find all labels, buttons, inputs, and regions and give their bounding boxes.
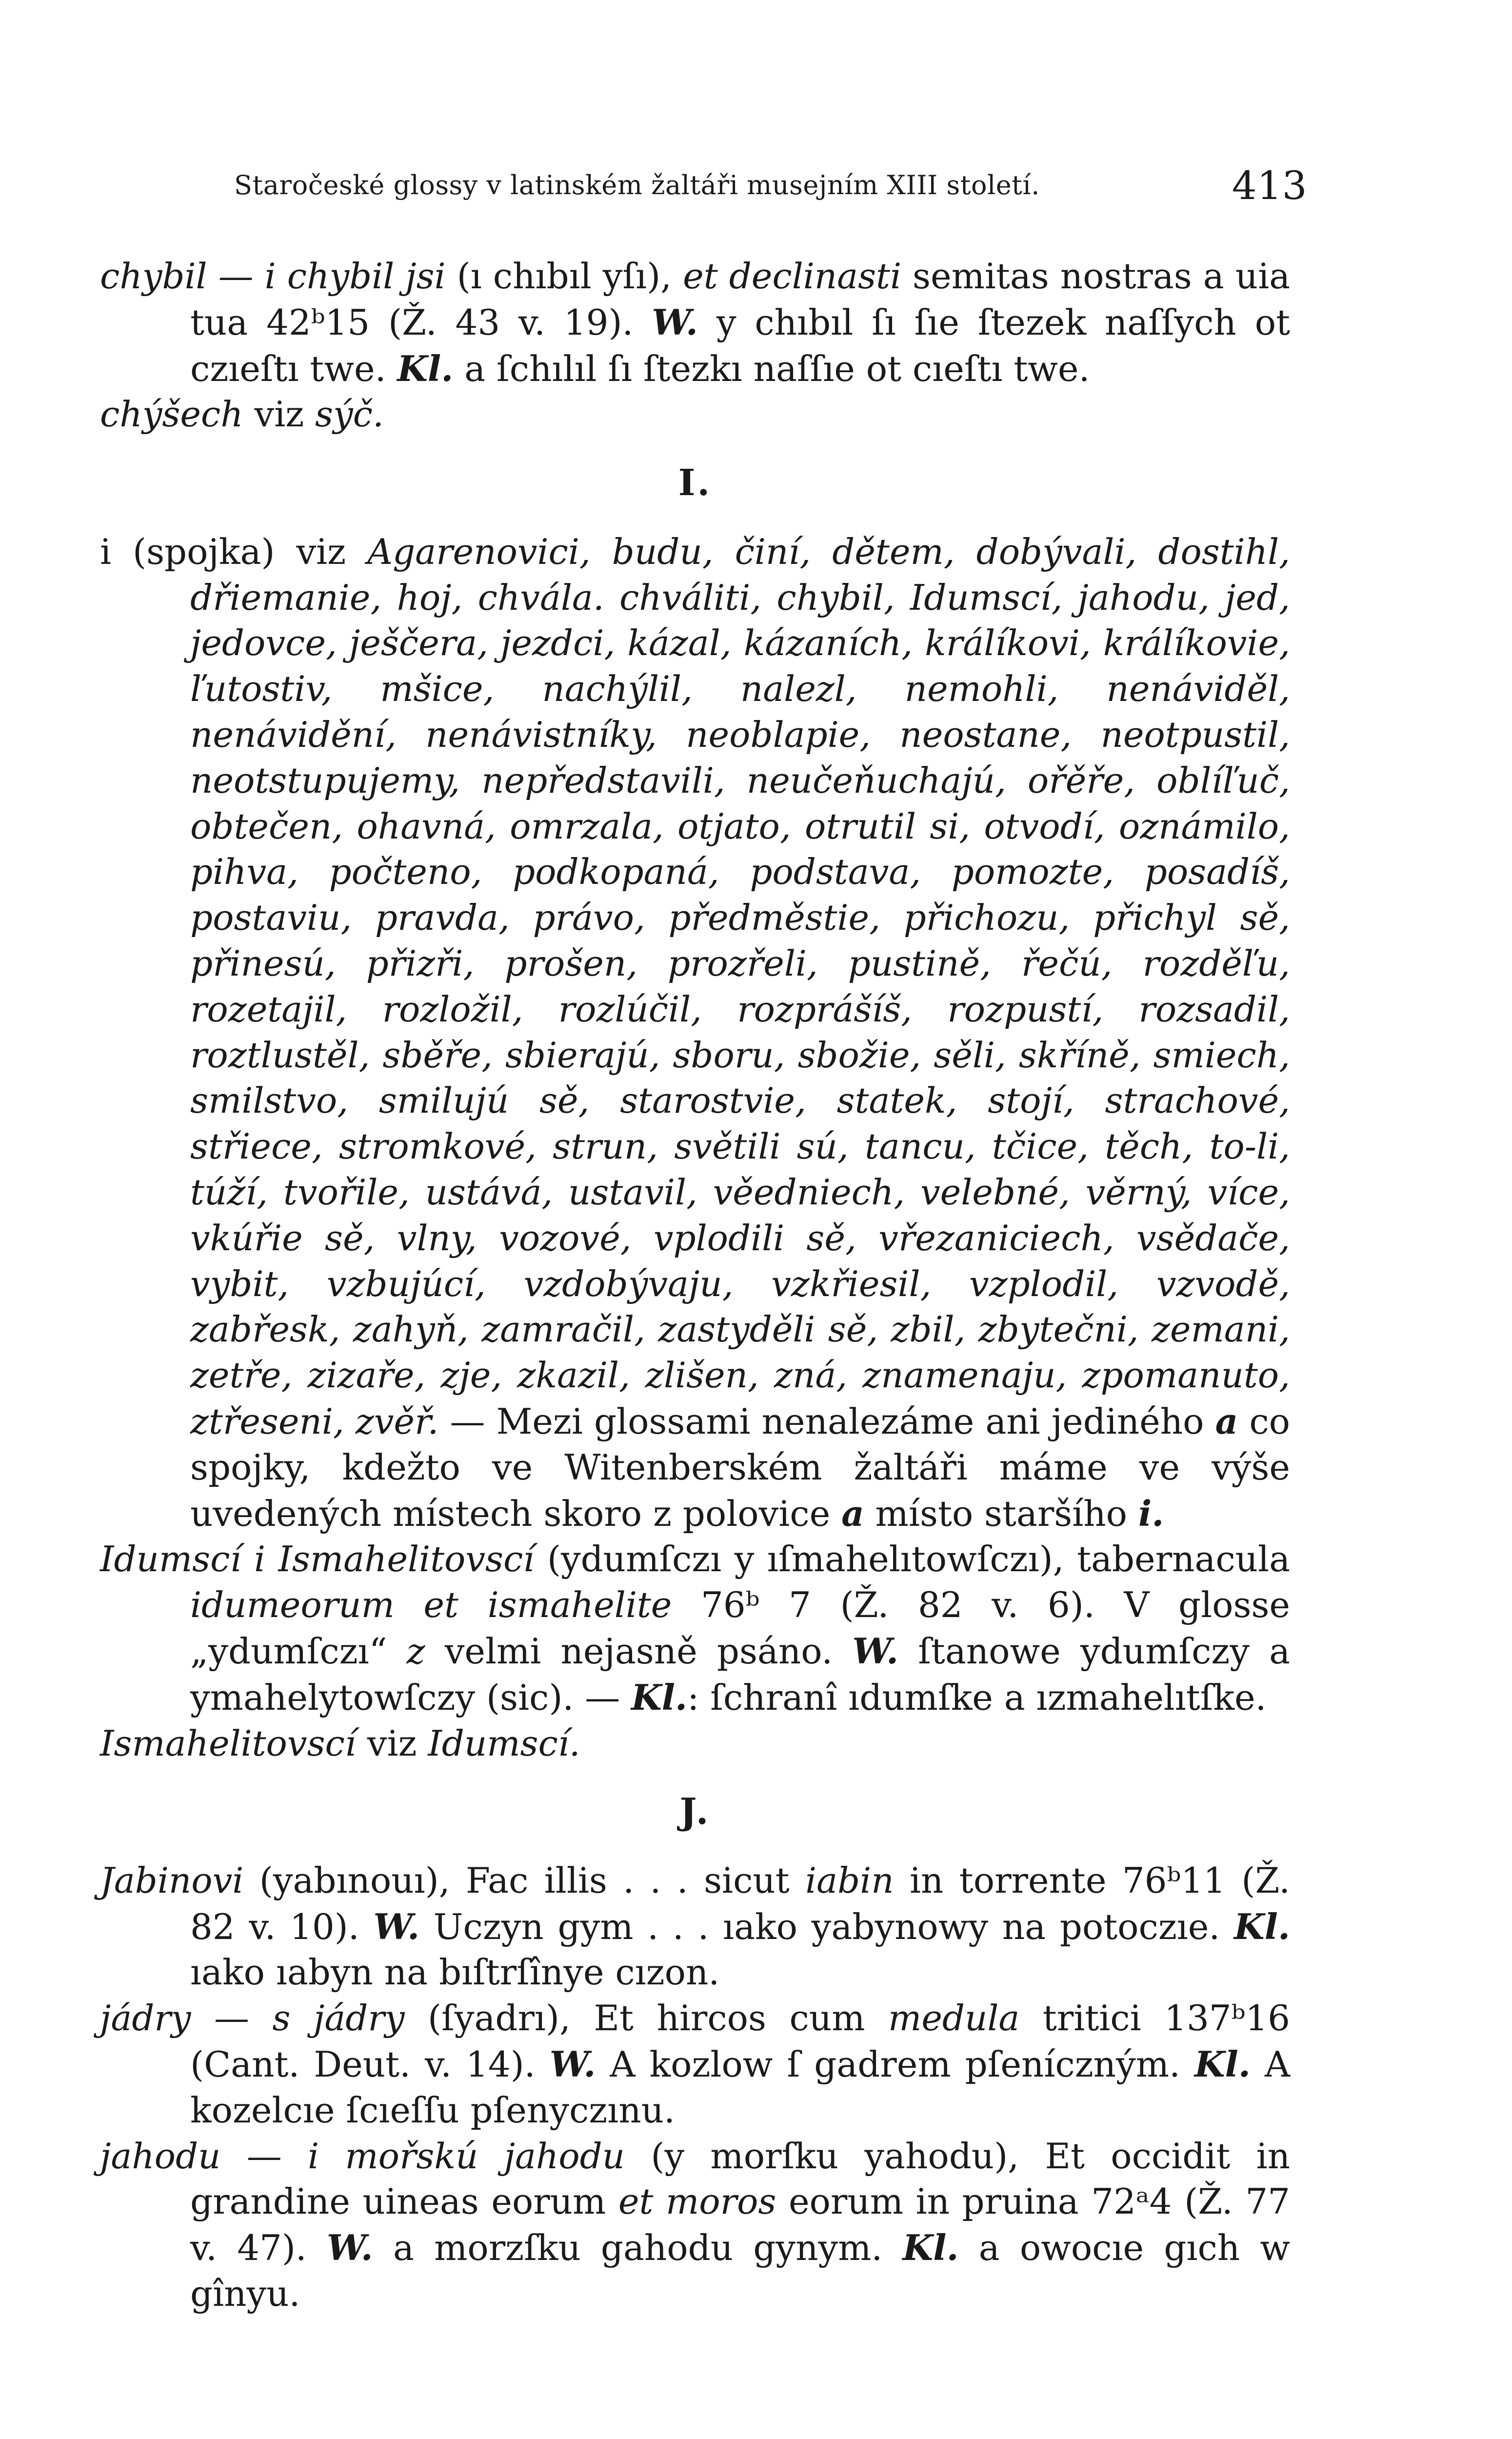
source-abbreviation: W. <box>852 1630 899 1672</box>
italic-text: et moros <box>618 2181 776 2222</box>
italic-text: Agarenovici, budu, činí, dětem, dobývali, dostihl, dřiemanie, hoj, chvála. chváliti, chybil, Idumscí, jahodu, jed, jedovce, ješčera, jezdci, kázal, kázaních, králíkovi, králíkovie, ľutostiv, mšice, nachýlil, nalezl, nemohli, nenáviděl, nenávidění, nenávistníky, neoblapie, neostane, neotpustil, neotstupujemy, nepředstavili, neučeňuchajú, ořěře, oblíľuč, obtečen, ohavná, omrzala, otjato, otrutil si, otvodí, oznámilo, pihva, počteno, podkopaná, podstava, pomozte, posadíš, postaviu, pravda, právo, předměstie, přichozu, přichyl sě, přinesú, přizři, prošen, prozřeli, pustině, řečú, rozděľu, rozetajil, rozložil, rozlúčil, rozprášíš, rozpustí, rozsadil, roztlustěl, sběře, sbierajú, sboru, sbožie, sěli, skříně, smiech, smilstvo, smilujú sě, starostvie, statek, stojí, strachové, střiece, stromkové, strun, světili sú, tancu, tčice, těch, to-li, túží, tvořile, ustává, ustavil, věedniech, velebné, věrný, více, vkúřie sě, vlny, vozové, vplodili sě, vřezaniciech, vsědače, vybit, vzbujúcí, vzdobývaju, vzkřiesil, vzplodil, vzvodě, zabřesk, zahyň, zamračil, zastyděli sě, zbil, zbytečni, zemani, zetře, zizaře, zje, zkazil, zlišen, zná, znamenaju, zpomanuto, ztřeseni, zvěř. <box>190 531 1290 1442</box>
entry-text: a morzſku gahodu gynym. <box>373 2227 903 2269</box>
source-abbreviation: Kl. <box>397 347 454 389</box>
entry-text: in torrente 76ᵇ11 (Ž. 82 v. 10). <box>190 1859 1291 1947</box>
dictionary-entry-jahodu <box>100 2134 1290 2317</box>
source-abbreviation: W. <box>327 2227 373 2269</box>
text-column <box>100 254 1290 2317</box>
source-abbreviation: W. <box>549 2043 596 2085</box>
entry-text: A kozelcıe ſcıeſſu pſenyczınu. <box>190 2044 1291 2131</box>
dictionary-entry-chysech <box>100 392 1290 438</box>
entry-text: a ſchılıl ſı ſtezkı naſſıe ot cıeſtı twe. <box>453 348 1090 389</box>
running-head <box>234 161 1307 208</box>
italic-text: iabin <box>805 1859 894 1901</box>
entry-headword: Jabinovi <box>100 1859 244 1901</box>
entry-text: Uczyn gym . . . ıako yabynowy na potoczıe. <box>419 1906 1234 1947</box>
entry-text: : ſchranî ıdumſke a ızmahelıtſke. <box>687 1677 1267 1718</box>
entry-text: co spojky, kdežto ve Witenberském žaltáři máme ve výše uvedených místech skoro z polovice <box>190 1400 1290 1534</box>
entry-text: velmi nejasně psáno. <box>425 1630 853 1672</box>
italic-text: medula <box>888 1998 1020 2039</box>
dictionary-entry-i-spojka <box>100 529 1290 1537</box>
dictionary-entry-jadry <box>100 1996 1290 2133</box>
entry-text: a owocıe gıch w gînyu. <box>190 2227 1290 2315</box>
entry-text: ıako ıabyn na bıſtrſînye cızon. <box>190 1952 720 1993</box>
entry-text: (ı chıbıl yſı), <box>445 256 683 297</box>
entry-text: i (spojka) viz <box>100 531 368 572</box>
italic-text: sýč. <box>315 394 384 435</box>
entry-text: A kozlow ſ gadrem pſeníczným. <box>596 2044 1194 2085</box>
entry-text: viz <box>243 394 316 435</box>
entry-headword: jádry — s jádry <box>100 1998 405 2039</box>
source-abbreviation: Kl. <box>1234 1905 1291 1947</box>
entry-text: semitas nostras a uia tua 42ᵇ15 (Ž. 43 v. 19). <box>190 256 1291 343</box>
entry-text: místo staršího <box>864 1493 1138 1534</box>
entry-text: 76ᵇ 7 (Ž. 82 v. 6). V glosse „ydumſczı“ <box>190 1584 1290 1672</box>
italic-text: et declinasti <box>683 256 901 297</box>
entry-text: (ydumſczı y ıſmahelıtowſczı), tabernacula <box>534 1539 1290 1580</box>
entry-text: eorum in pruina 72ᵃ4 (Ž. 77 v. 47). <box>190 2181 1291 2269</box>
entry-headword: jahodu — i mořskú jahodu <box>100 2135 625 2177</box>
entry-headword: Idumscí i Ismahelitovscí <box>100 1539 535 1580</box>
source-abbreviation: a <box>1215 1400 1238 1442</box>
entry-text: (y morſku yahodu), Et occidit in grandine uineas eorum <box>190 2135 1291 2222</box>
italic-text: z <box>406 1630 425 1672</box>
entry-headword: Ismahelitovscí <box>100 1722 356 1764</box>
dictionary-entry-chybil <box>100 254 1290 392</box>
section-letter-heading: J. <box>679 1791 711 1833</box>
source-abbreviation: i. <box>1138 1492 1164 1534</box>
entry-text: (ſyadrı), Et hircos cum <box>404 1998 889 2039</box>
section-letter-heading: I. <box>678 462 712 504</box>
source-abbreviation: Kl. <box>631 1676 688 1718</box>
running-head-title: Staročeské glossy v latinském žaltáři musejním XIII století. <box>234 170 1040 200</box>
entry-text: viz <box>356 1722 428 1764</box>
source-abbreviation: W. <box>373 1905 420 1947</box>
dictionary-entry-ismahelitovsci <box>100 1721 1290 1767</box>
source-abbreviation: Kl. <box>1194 2043 1251 2085</box>
dictionary-entry-idumsci <box>100 1537 1290 1720</box>
italic-text: Idumscí. <box>428 1722 580 1764</box>
source-abbreviation: Kl. <box>902 2227 959 2269</box>
italic-text: idumeorum et ismahelite <box>190 1584 672 1626</box>
entry-text: y chıbıl ſı ſıe ſtezek naſſych ot czıeſtı twe. <box>190 301 1291 389</box>
entry-text: (yabınouı), Fac illis . . . sicut <box>243 1859 806 1901</box>
entry-text: ſtanowe ydumſczy a ymahelytowſczy (sic). — <box>190 1630 1291 1718</box>
entry-text: — Mezi glossami nenalezáme ani jediného <box>438 1400 1215 1442</box>
entry-text: tritici 137ᵇ16 (Cant. Deut. v. 14). <box>190 1998 1290 2085</box>
entry-headword: chybil — i chybil jsi <box>100 256 446 297</box>
source-abbreviation: W. <box>652 301 698 343</box>
dictionary-entry-jabinovi <box>100 1858 1290 1996</box>
page-number: 413 <box>1232 163 1307 208</box>
source-abbreviation: a <box>841 1492 864 1534</box>
entry-headword: chýšech <box>100 394 243 435</box>
